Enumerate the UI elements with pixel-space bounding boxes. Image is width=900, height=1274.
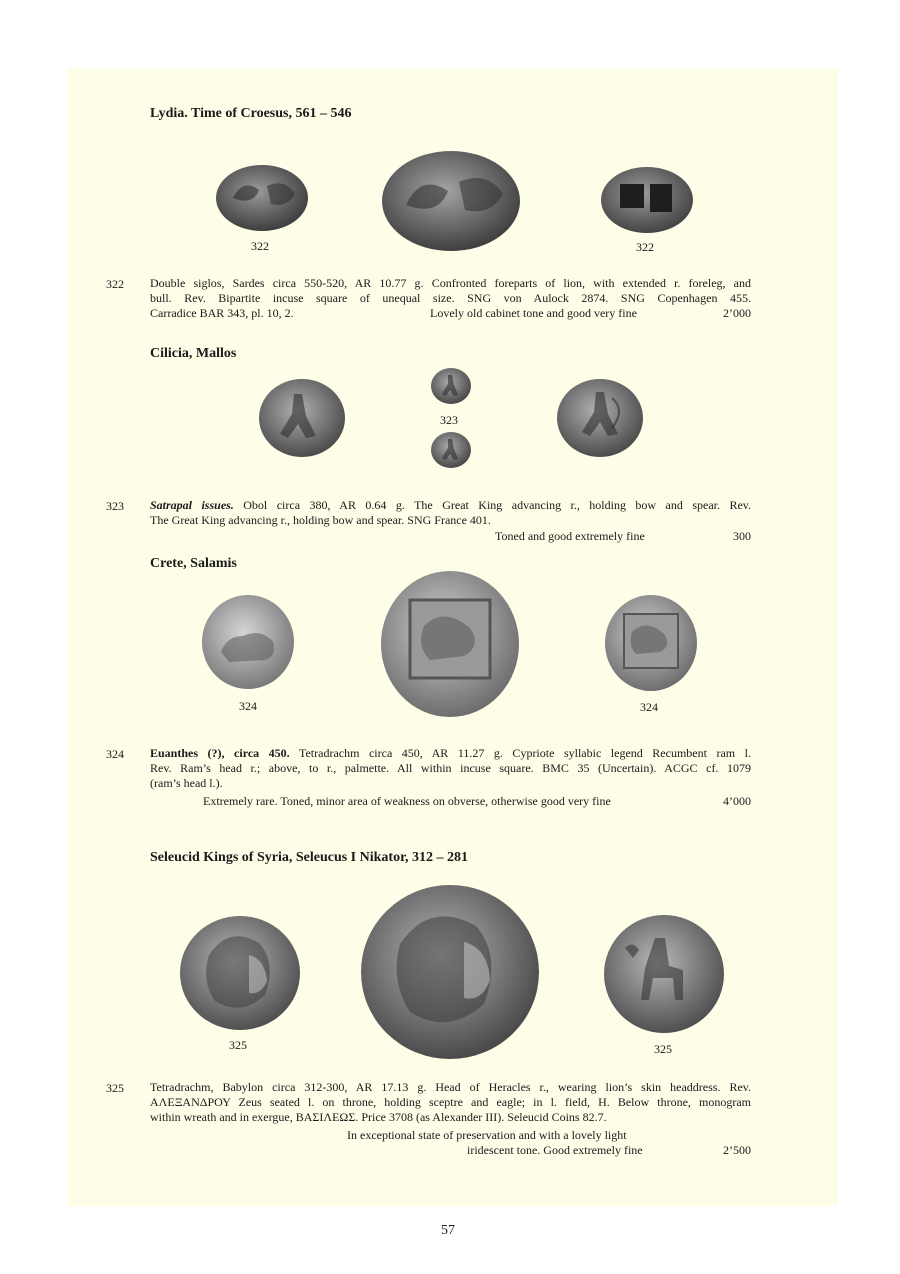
lot-price: 300 <box>733 529 751 543</box>
lot-description: Tetradrachm, Babylon circa 312-300, AR 17.13 g. Head of Heracles r., wearing lion’s skin headdress. Rev. ΑΛΕΞΑΝΔΡΟΥ Zeus seated l. on throne, holding sceptre and eagle; in l. field, H. Below throne, monogram within wreath and in exergue, ΒΑΣΙΛΕΩΣ. Price 3708 (as Alexander III). Seleucid Coins 82.7. <box>150 1080 751 1124</box>
coin-image-323-reverse-small <box>430 431 472 469</box>
coin-image-325-reverse <box>603 914 725 1034</box>
coin-image-324-obverse <box>201 594 295 690</box>
section-heading-lydia: Lydia. Time of Croesus, 561 – 546 <box>150 106 352 121</box>
coin-image-323-reverse-large <box>556 378 644 458</box>
coin-caption: 322 <box>636 240 654 254</box>
coin-image-325-obverse <box>179 915 301 1031</box>
lot-title: Euanthes (?), circa 450. <box>150 746 290 760</box>
lot-number: 322 <box>106 277 124 291</box>
coin-image-325-obverse-large <box>360 884 540 1060</box>
coin-image-322-obverse-small <box>215 164 309 232</box>
coin-caption: 325 <box>229 1038 247 1052</box>
coin-caption: 325 <box>654 1042 672 1056</box>
coin-image-324-reverse <box>604 594 698 692</box>
section-heading-seleucid: Seleucid Kings of Syria, Seleucus I Nikator, 312 – 281 <box>150 850 469 865</box>
coin-caption: 324 <box>239 699 257 713</box>
lot-title: Satrapal issues. <box>150 498 234 512</box>
coin-caption: 323 <box>440 413 458 427</box>
lot-number: 323 <box>106 499 124 513</box>
lot-price: 2’000 <box>723 306 751 320</box>
coin-image-323-obverse-large <box>258 378 346 458</box>
coin-image-323-obverse-small <box>430 367 472 405</box>
lot-description: Euanthes (?), circa 450. Tetradrachm circa 450, AR 11.27 g. Cypriote syllabic legend Recumbent ram l. Rev. Ram’s head r.; above, to r., palmette. All within incuse square. BMC 35 (Uncertain). ACGC cf. 1079 (ram’s head l.). <box>150 746 751 790</box>
lot-number: 325 <box>106 1081 124 1095</box>
lot-description: Satrapal issues. Obol circa 380, AR 0.64 g. The Great King advancing r., holding bow and spear. Rev. The Great King advancing r., holding bow and spear. SNG France 401. <box>150 498 751 527</box>
coin-image-322-obverse-large <box>381 150 521 252</box>
coin-caption: 322 <box>251 239 269 253</box>
lot-condition: In exceptional state of preservation and with a lovely light <box>347 1128 627 1142</box>
lot-condition: Extremely rare. Toned, minor area of weakness on obverse, otherwise good very fine <box>203 794 611 808</box>
lot-price: 4’000 <box>723 794 751 808</box>
coin-caption: 324 <box>640 700 658 714</box>
coin-image-324-reverse-large <box>380 570 520 718</box>
section-heading-cilicia: Cilicia, Mallos <box>150 346 237 361</box>
lot-number: 324 <box>106 747 124 761</box>
lot-price: 2’500 <box>723 1143 751 1157</box>
section-heading-crete: Crete, Salamis <box>150 556 237 571</box>
lot-condition: Toned and good extremely fine <box>495 529 645 543</box>
lot-description: Double siglos, Sardes circa 550-520, AR 10.77 g. Confronted foreparts of lion, with extended r. foreleg, and bull. Rev. Bipartite incuse square of unequal size. SNG von Aulock 2874. SNG Copenhagen 455. Carradice BAR 343, pl. 10, 2. <box>150 276 751 320</box>
page-number: 57 <box>441 1223 455 1238</box>
lot-condition: Lovely old cabinet tone and good very fine <box>430 306 637 320</box>
coin-image-322-reverse <box>600 166 694 234</box>
lot-condition: iridescent tone. Good extremely fine <box>467 1143 643 1157</box>
